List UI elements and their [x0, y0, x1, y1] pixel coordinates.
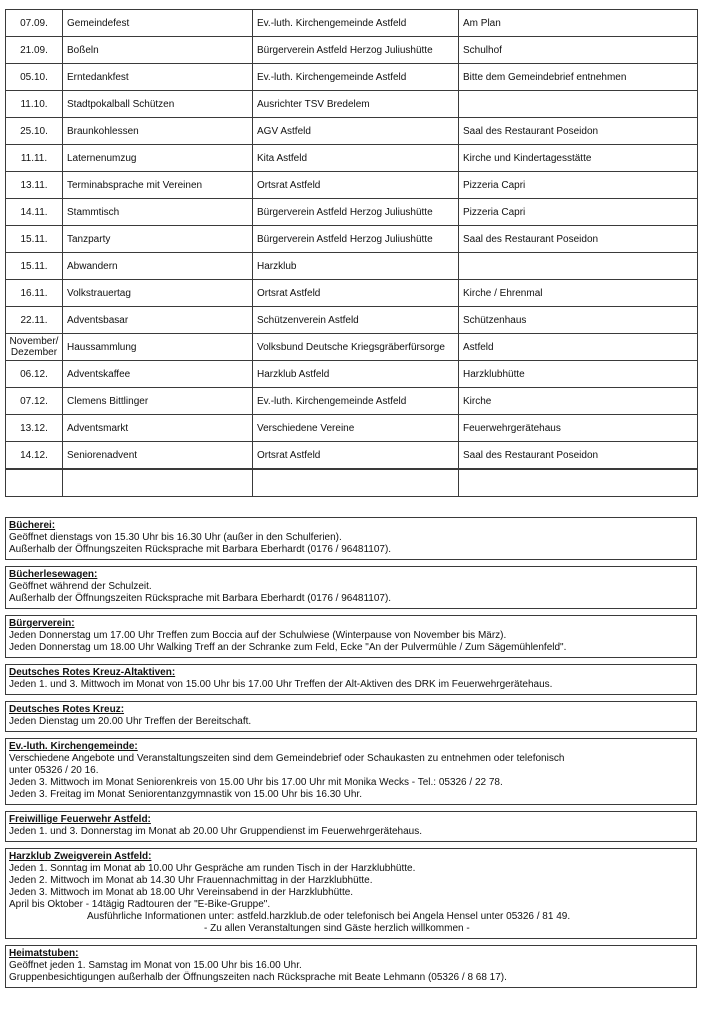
event-date-cell: 11.11. [6, 145, 63, 172]
info-box [5, 664, 697, 695]
event-organizer-cell: Harzklub [253, 253, 459, 280]
event-organizer-cell: Volksbund Deutsche Kriegsgräberfürsorge [253, 334, 459, 361]
event-organizer-cell: Ev.-luth. Kirchengemeinde Astfeld [253, 10, 459, 37]
event-organizer-cell: Ortsrat Astfeld [253, 172, 459, 199]
event-location-cell: Pizzeria Capri [459, 172, 698, 199]
event-date-cell: 06.12. [6, 361, 63, 388]
info-box [5, 811, 697, 842]
event-row [6, 37, 698, 64]
info-box-title: Bürgerverein: [9, 618, 75, 629]
info-box-line: - Zu allen Veranstaltungen sind Gäste herzlich willkommen - [204, 923, 470, 934]
event-name-cell: Seniorenadvent [63, 442, 253, 470]
event-organizer-cell: Ortsrat Astfeld [253, 280, 459, 307]
event-date-cell: 15.11. [6, 253, 63, 280]
event-date-cell: 11.10. [6, 91, 63, 118]
event-row [6, 388, 698, 415]
event-location-cell: Feuerwehrgerätehaus [459, 415, 698, 442]
info-box-line: Außerhalb der Öffnungszeiten Rücksprache mit Barbara Eberhardt (0176 / 96481107). [9, 544, 392, 555]
info-box-line: Jeden Donnerstag um 17.00 Uhr Treffen zum Boccia auf der Schulwiese (Winterpause von November bis März). [9, 630, 507, 641]
event-name-cell: Gemeindefest [63, 10, 253, 37]
info-box-title: Harzklub Zweigverein Astfeld: [9, 851, 152, 862]
event-location-cell: Schützenhaus [459, 307, 698, 334]
event-name-cell: Tanzparty [63, 226, 253, 253]
event-date-cell: 22.11. [6, 307, 63, 334]
event-date-cell: 13.11. [6, 172, 63, 199]
info-box [5, 566, 697, 609]
event-name-cell: Boßeln [63, 37, 253, 64]
info-box-title: Bücherlesewagen: [9, 569, 98, 580]
event-name-cell: Adventskaffee [63, 361, 253, 388]
info-box [5, 738, 697, 805]
event-row [6, 172, 698, 199]
info-box-line: Jeden 3. Mittwoch im Monat ab 18.00 Uhr Vereinsabend in der Harzklubhütte. [9, 887, 354, 898]
event-organizer-cell: Schützenverein Astfeld [253, 307, 459, 334]
event-date-cell [6, 469, 63, 497]
event-location-cell [459, 91, 698, 118]
info-box-line: Jeden 1. und 3. Donnerstag im Monat ab 20.00 Uhr Gruppendienst im Feuerwehrgerätehaus. [9, 826, 423, 837]
info-box-line: Gruppenbesichtigungen außerhalb der Öffnungszeiten nach Rücksprache mit Beate Lehmann (05326 / 8 68 17). [9, 972, 507, 983]
event-row [6, 334, 698, 361]
info-box-title: Freiwillige Feuerwehr Astfeld: [9, 814, 151, 825]
info-box-line: Geöffnet jeden 1. Samstag im Monat von 15.00 Uhr bis 16.00 Uhr. [9, 960, 302, 971]
info-box-line: Jeden 3. Mittwoch im Monat Seniorenkreis von 15.00 Uhr bis 17.00 Uhr mit Monika Wecks - Tel.: 05326 / 22 78. [9, 777, 503, 788]
event-organizer-cell: Ev.-luth. Kirchengemeinde Astfeld [253, 64, 459, 91]
event-organizer-cell [253, 469, 459, 497]
event-row [6, 280, 698, 307]
event-location-cell: Astfeld [459, 334, 698, 361]
event-location-cell: Bitte dem Gemeindebrief entnehmen [459, 64, 698, 91]
event-location-cell: Schulhof [459, 37, 698, 64]
event-date-cell: 15.11. [6, 226, 63, 253]
event-name-cell: Terminabsprache mit Vereinen [63, 172, 253, 199]
event-row [6, 253, 698, 280]
event-name-cell: Abwandern [63, 253, 253, 280]
event-date-cell: 07.09. [6, 10, 63, 37]
info-box-title: Bücherei: [9, 520, 56, 531]
info-box-line: April bis Oktober - 14tägig Radtouren der "E-Bike-Gruppe". [9, 899, 271, 910]
info-box-line: Jeden 1. Sonntag im Monat ab 10.00 Uhr Gespräche am runden Tisch in der Harzklubhütte. [9, 863, 416, 874]
event-location-cell: Pizzeria Capri [459, 199, 698, 226]
event-name-cell: Volkstrauertag [63, 280, 253, 307]
info-box-line: Geöffnet während der Schulzeit. [9, 581, 152, 592]
event-name-cell: Stammtisch [63, 199, 253, 226]
info-box-line: Verschiedene Angebote und Veranstaltungszeiten sind dem Gemeindebrief oder Schaukasten zu entnehmen oder telefonisch [9, 753, 565, 764]
info-box [5, 701, 697, 732]
event-name-cell: Adventsbasar [63, 307, 253, 334]
info-box [5, 945, 697, 988]
event-row [6, 469, 698, 497]
event-organizer-cell: Ev.-luth. Kirchengemeinde Astfeld [253, 388, 459, 415]
event-organizer-cell: Bürgerverein Astfeld Herzog Juliushütte [253, 37, 459, 64]
info-box [5, 848, 697, 939]
event-location-cell: Saal des Restaurant Poseidon [459, 226, 698, 253]
info-box-title: Ev.-luth. Kirchengemeinde: [9, 741, 138, 752]
event-row [6, 307, 698, 334]
info-box [5, 615, 697, 658]
event-row [6, 199, 698, 226]
info-box-line: Jeden Donnerstag um 18.00 Uhr Walking Treff an der Schranke zum Feld, Ecke "An der Pulvermühle / Zum Sägemühlenfeld". [9, 642, 567, 653]
event-date-cell: November/ Dezember [6, 334, 63, 361]
event-location-cell [459, 469, 698, 497]
event-location-cell: Kirche und Kindertagesstätte [459, 145, 698, 172]
event-name-cell: Adventsmarkt [63, 415, 253, 442]
info-box-line: unter 05326 / 20 16. [9, 765, 99, 776]
event-row [6, 442, 698, 470]
info-box [5, 517, 697, 560]
event-row [6, 10, 698, 37]
info-box-line: Ausführliche Informationen unter: astfeld.harzklub.de oder telefonisch bei Angela Hensel unter 05326 / 81 49. [87, 911, 571, 922]
event-organizer-cell: Kita Astfeld [253, 145, 459, 172]
info-box-title: Deutsches Rotes Kreuz: [9, 704, 125, 715]
event-row [6, 361, 698, 388]
event-row [6, 64, 698, 91]
event-date-cell: 05.10. [6, 64, 63, 91]
event-location-cell: Am Plan [459, 10, 698, 37]
event-date-cell: 16.11. [6, 280, 63, 307]
event-row [6, 226, 698, 253]
event-location-cell: Saal des Restaurant Poseidon [459, 118, 698, 145]
event-organizer-cell: Ortsrat Astfeld [253, 442, 459, 470]
event-name-cell: Haussammlung [63, 334, 253, 361]
info-box-title: Heimatstuben: [9, 948, 79, 959]
event-organizer-cell: Bürgerverein Astfeld Herzog Juliushütte [253, 226, 459, 253]
event-location-cell: Kirche [459, 388, 698, 415]
info-box-line: Jeden 2. Mittwoch im Monat ab 14.30 Uhr Frauennachmittag in der Harzklubhütte. [9, 875, 373, 886]
event-organizer-cell: AGV Astfeld [253, 118, 459, 145]
info-section [5, 517, 697, 994]
event-name-cell: Braunkohlessen [63, 118, 253, 145]
event-date-cell: 14.11. [6, 199, 63, 226]
event-date-cell: 13.12. [6, 415, 63, 442]
event-location-cell: Saal des Restaurant Poseidon [459, 442, 698, 470]
info-box-line: Jeden Dienstag um 20.00 Uhr Treffen der Bereitschaft. [9, 716, 252, 727]
event-date-cell: 21.09. [6, 37, 63, 64]
event-location-cell: Harzklubhütte [459, 361, 698, 388]
event-organizer-cell: Verschiedene Vereine [253, 415, 459, 442]
event-row [6, 118, 698, 145]
event-location-cell [459, 253, 698, 280]
event-name-cell [63, 469, 253, 497]
event-name-cell: Erntedankfest [63, 64, 253, 91]
event-location-cell: Kirche / Ehrenmal [459, 280, 698, 307]
event-date-cell: 07.12. [6, 388, 63, 415]
event-name-cell: Laternenumzug [63, 145, 253, 172]
event-date-cell: 14.12. [6, 442, 63, 470]
info-box-line: Jeden 1. und 3. Mittwoch im Monat von 15.00 Uhr bis 17.00 Uhr Treffen der Alt-Aktiven des DRK im Feuerwehrgerätehaus. [9, 679, 553, 690]
events-table-body [6, 10, 698, 497]
event-date-cell: 25.10. [6, 118, 63, 145]
event-row [6, 91, 698, 118]
event-organizer-cell: Ausrichter TSV Bredelem [253, 91, 459, 118]
info-box-line: Geöffnet dienstags von 15.30 Uhr bis 16.30 Uhr (außer in den Schulferien). [9, 532, 342, 543]
info-box-line: Jeden 3. Freitag im Monat Seniorentanzgymnastik von 15.00 Uhr bis 16.30 Uhr. [9, 789, 362, 800]
event-row [6, 415, 698, 442]
event-organizer-cell: Harzklub Astfeld [253, 361, 459, 388]
event-organizer-cell: Bürgerverein Astfeld Herzog Juliushütte [253, 199, 459, 226]
event-name-cell: Stadtpokalball Schützen [63, 91, 253, 118]
event-name-cell: Clemens Bittlinger [63, 388, 253, 415]
info-box-title: Deutsches Rotes Kreuz-Altaktiven: [9, 667, 176, 678]
event-row [6, 145, 698, 172]
events-table [5, 9, 698, 497]
info-box-line: Außerhalb der Öffnungszeiten Rücksprache mit Barbara Eberhardt (0176 / 96481107). [9, 593, 392, 604]
